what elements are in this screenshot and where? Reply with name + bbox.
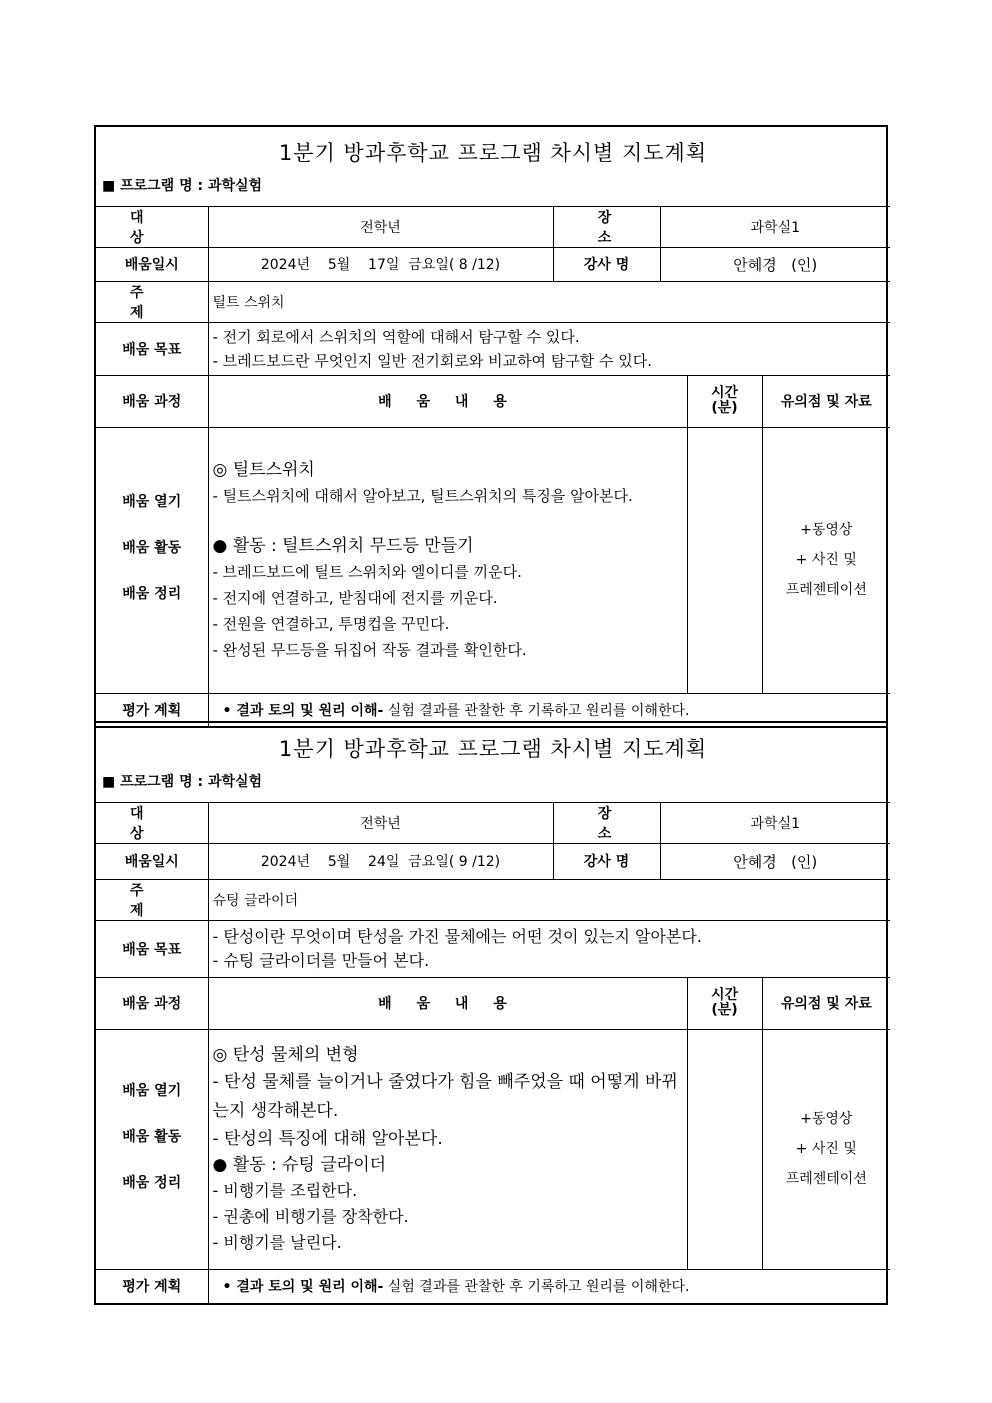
subject-label: 주 제 [96,281,208,322]
content-line: - 비행기를 조립한다. [212,1181,358,1200]
step-activity: 배움 활동 [122,540,182,556]
content-header: 배 움 내 용 [208,977,687,1029]
content-line: ◎ 틸트스위치 [212,460,315,480]
teacher-value: 안혜경 (인) [660,247,890,281]
eval-plan [208,1269,890,1303]
material-line: +동영상 [800,1111,853,1127]
content-line: - 틸트스위치에 대해서 알아보고, 틸트스위치의 특징을 알아본다. [212,487,633,505]
place-label: 장 소 [553,206,660,247]
goal-label: 배움 목표 [96,920,208,977]
eval-label: 평가 계획 [96,1269,208,1303]
material-line: + 사진 및 [795,1141,857,1157]
material-line: +동영상 [800,522,853,538]
eval-title: • 결과 토의 및 원리 이해- [222,1279,384,1296]
step-open: 배움 열기 [122,1083,182,1099]
goal-list [208,920,890,977]
process-steps [96,427,208,693]
process-label: 배움 과정 [96,977,208,1029]
content-line: - 완성된 무드등을 뒤집어 작동 결과를 확인한다. [212,641,527,659]
time-value [687,427,762,693]
goal-list [208,322,890,375]
eval-label: 평가 계획 [96,693,208,726]
material-header: 유의점 및 자료 [762,375,890,427]
process-steps [96,1029,208,1269]
teacher-value: 안혜경 (인) [660,843,890,879]
goal-item: - 탄성이란 무엇이며 탄성을 가진 물체에는 어떤 것이 있는지 알아본다. [212,926,702,946]
subject-value: 틸트 스위치 [208,281,890,322]
content-line: ◎ 탄성 물체의 변형 [212,1045,359,1065]
subject-value: 슈팅 글라이더 [208,879,890,920]
step-open: 배움 열기 [122,494,182,510]
plan-title: 1분기 방과후학교 프로그램 차시별 지도계획 [278,737,708,762]
content-line: ● 활동 : 슈팅 글라이더 [212,1155,387,1175]
content-line: - 탄성의 특징에 대해 알아본다. [212,1129,443,1149]
content-line: - 탄성 물체를 늘이거나 줄였다가 힘을 빼주었을 때 어떻게 바뀌는지 생각해본다. [212,1072,678,1121]
subject-label: 주 제 [96,879,208,920]
content-line: - 브레드보드에 틸트 스위치와 엘이디를 끼운다. [212,563,522,581]
materials [762,427,890,693]
time-header: 시간 (분) [687,977,762,1029]
date-label: 배움일시 [96,247,208,281]
material-header: 유의점 및 자료 [762,977,890,1029]
goal-label: 배움 목표 [96,322,208,375]
materials [762,1029,890,1269]
content-line: ● 활동 : 틸트스위치 무드등 만들기 [212,536,474,556]
content-line: - 전원을 연결하고, 투명컵을 꾸민다. [212,615,450,633]
material-line: 프레젠테이션 [785,582,867,598]
date-label: 배움일시 [96,843,208,879]
lesson-content [208,1029,687,1269]
eval-text: 실험 결과를 관찰한 후 기록하고 원리를 이해한다. [383,702,690,719]
date-value: 2024년 5월 17일 금요일( 8 /12) [208,247,553,281]
lesson-plan-2 [94,721,888,1305]
time-header: 시간 (분) [687,375,762,427]
material-line: 프레젠테이션 [785,1171,867,1187]
target-label: 대 상 [96,802,208,843]
date-value: 2024년 5월 24일 금요일( 9 /12) [208,843,553,879]
content-header: 배 움 내 용 [208,375,687,427]
goal-item: - 전기 회로에서 스위치의 역할에 대해서 탐구할 수 있다. [212,327,580,346]
content-line: - 전지에 연결하고, 받침대에 전지를 끼운다. [212,589,498,607]
program-name: ■ 프로그램 명 : 과학실험 [102,178,263,195]
eval-text: 실험 결과를 관찰한 후 기록하고 원리를 이해한다. [383,1279,690,1296]
content-line: - 권총에 비행기를 장착한다. [212,1207,409,1226]
step-wrap: 배움 정리 [122,586,182,602]
place-value: 과학실1 [660,802,890,843]
plan-title: 1분기 방과후학교 프로그램 차시별 지도계획 [278,141,708,166]
lesson-plan-1 [94,125,888,728]
goal-item: - 슈팅 글라이더를 만들어 본다. [212,950,430,970]
teacher-label: 강사 명 [553,247,660,281]
place-value: 과학실1 [660,206,890,247]
target-value: 전학년 [208,802,553,843]
step-activity: 배움 활동 [122,1129,182,1145]
eval-title: • 결과 토의 및 원리 이해- [222,702,384,719]
program-name: ■ 프로그램 명 : 과학실험 [102,774,263,791]
place-label: 장 소 [553,802,660,843]
lesson-content [208,427,687,693]
target-label: 대 상 [96,206,208,247]
process-label: 배움 과정 [96,375,208,427]
target-value: 전학년 [208,206,553,247]
content-line [213,509,683,533]
step-wrap: 배움 정리 [122,1175,182,1191]
content-line: - 비행기를 날린다. [212,1233,342,1252]
teacher-label: 강사 명 [553,843,660,879]
goal-item: - 브레드보드란 무엇인지 일반 전기회로와 비교하여 탐구할 수 있다. [212,351,653,370]
time-value [687,1029,762,1269]
material-line: + 사진 및 [795,552,857,568]
